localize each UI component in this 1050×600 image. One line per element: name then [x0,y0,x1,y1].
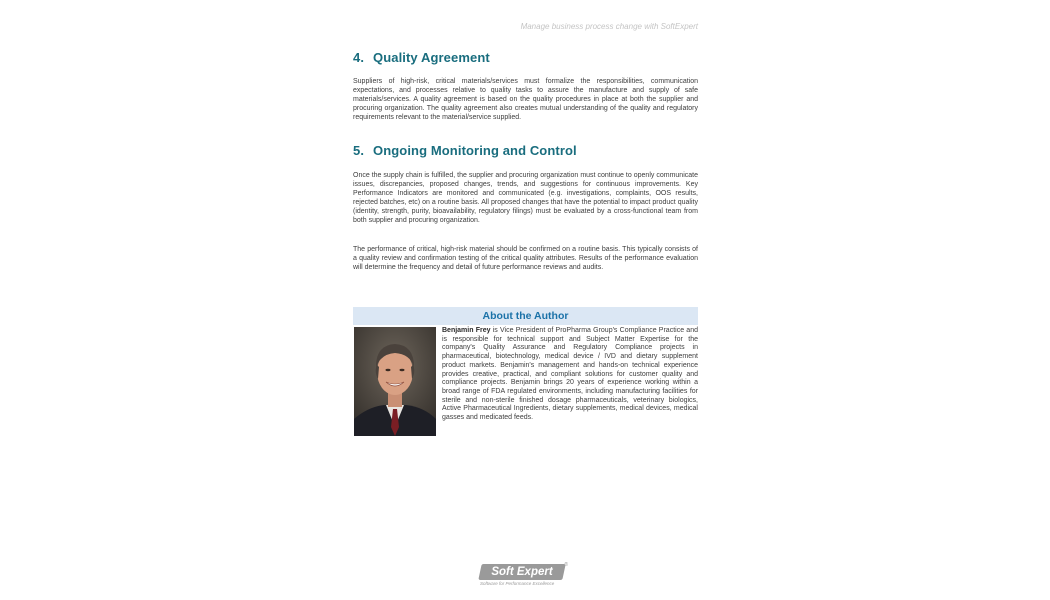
section-heading-ongoing-monitoring [353,143,577,158]
author-bio-text: is Vice President of ProPharma Group's Compliance Practice and is responsible for technical support and Subject Matter Expertise for the company's Quality Assurance and Regulatory Compliance projects in pharmaceutical, biotechnology, medical device / IVD and dietary supplement product markets. Benjamin's management and hands-on technical experience provides creative, practical, and compliant solutions for customer quality and compliance projects. Benjamin brings 20 years of experience working within a broad range of FDA regulated environments, including manufacturing facilities for sterile and non-sterile finished dosage pharmaceuticals, veterinary biologics, Active Pharmaceutical Ingredients, dietary supplements, medical devices, medical gasses and medicated feeds. [442,327,698,422]
section-number: 5. [353,143,365,158]
section-title: Quality Agreement [373,50,490,65]
about-author-heading: About the Author [353,307,698,325]
author-photo [354,327,436,436]
section-number: 4. [353,50,365,65]
author-name: Benjamin Frey [442,327,491,334]
softexpert-logo [478,564,570,590]
section-title: Ongoing Monitoring and Control [373,143,577,158]
registered-mark: ® [564,562,568,568]
quality-agreement-paragraph: Suppliers of high-risk, critical materials/services must formalize the responsibilities, communication expectations, and processes relative to quality tasks to assure the manufacture and supply of safe materials/services. A quality agreement is based on the quality procedures in place at both the supplier and procuring organization. The quality agreement also creates mutual understanding of the quality and regulatory requirements relevant to the material/service supplied. [353,78,698,121]
logo-tagline: Software for Performance Excellence [480,581,555,586]
author-bio [442,327,698,423]
ongoing-monitoring-paragraph-1: Once the supply chain is fulfilled, the supplier and procuring organization must continue to openly communicate issues, discrepancies, proposed changes, trends, and suggestions for continuous improvements. Key Performance Indicators are monitored and communicated (e.g. investigations, complaints, OOS results, rejected batches, etc) on a routine basis. All proposed changes that have the potential to impact product quality (identity, strength, purity, bioavailability, regulatory filings) must be evaluated by a cross-functional team from both supplier and procuring organization. [353,172,698,224]
author-portrait-image [354,327,436,436]
ongoing-monitoring-paragraph-2: The performance of critical, high-risk material should be confirmed on a routine basis. This typically consists of a quality review and confirmation testing of the critical quality attributes. Results of the performance evaluation will determine the frequency and detail of future performance reviews and audits. [353,246,698,271]
logo-text: Soft Expert [491,566,553,578]
running-header: Manage business process change with SoftExpert [520,22,698,31]
section-heading-quality-agreement [353,50,490,65]
